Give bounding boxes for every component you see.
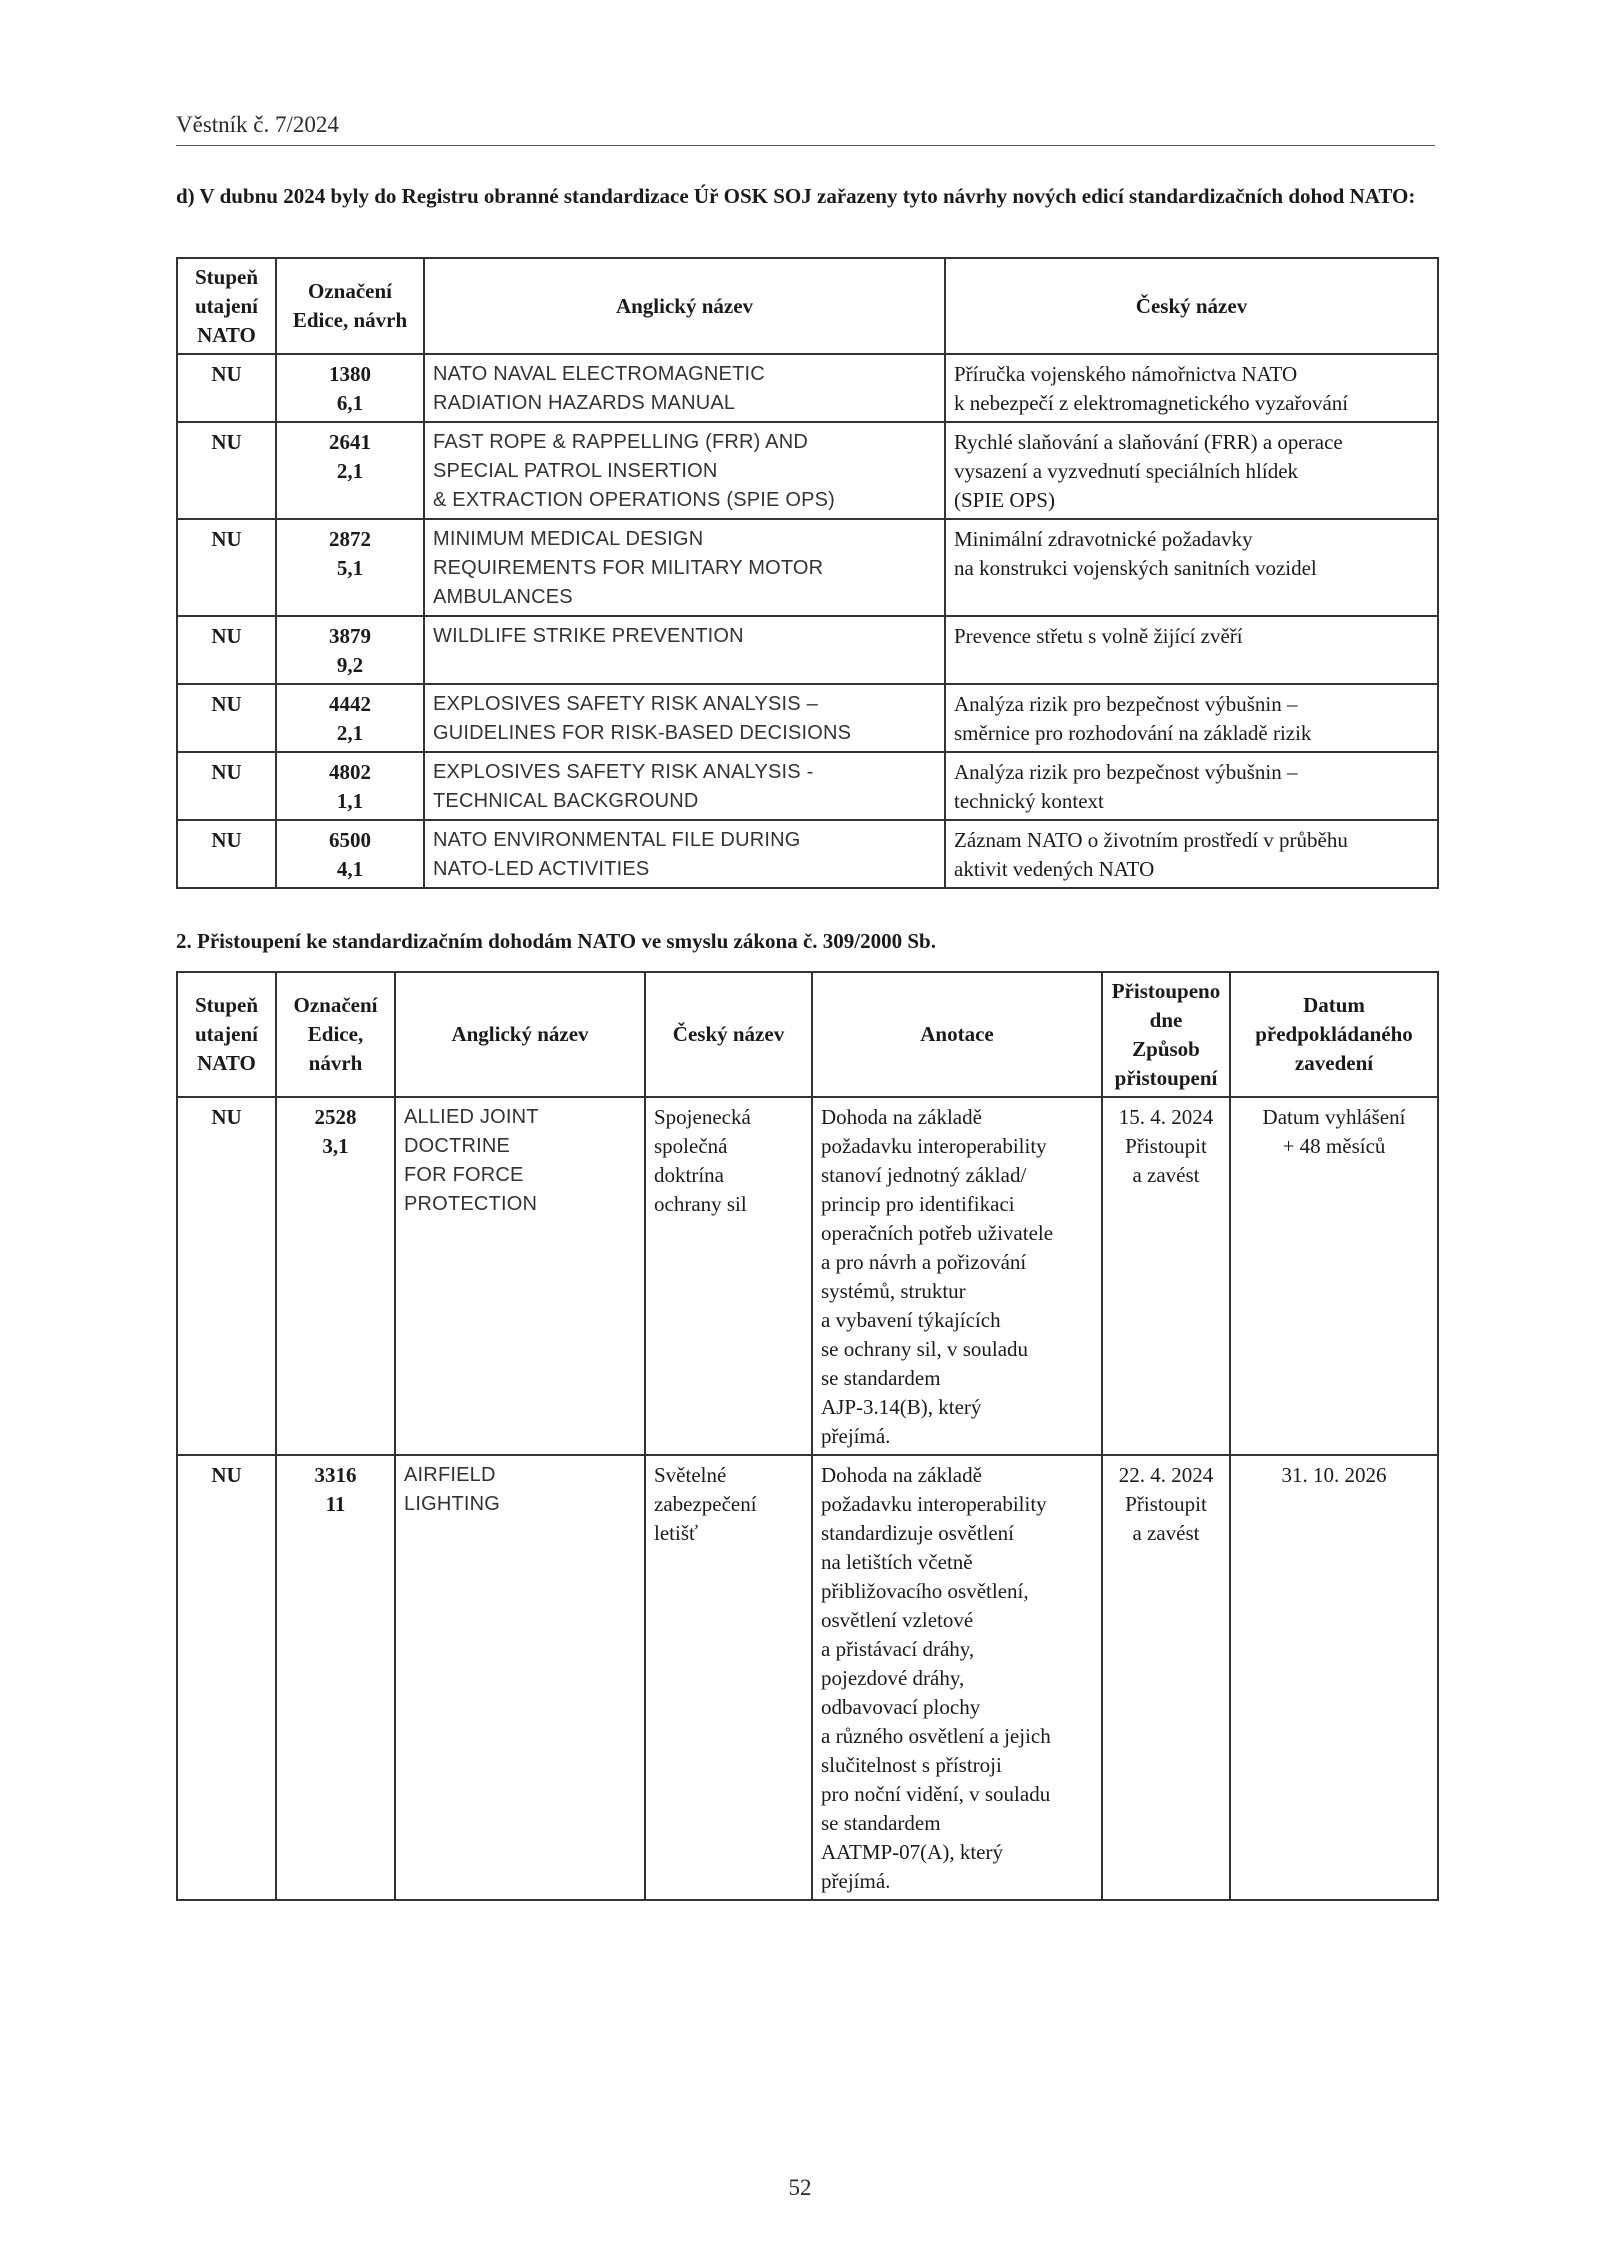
cell-czech-title: Rychlé slaňování a slaňování (FRR) a operace vysazení a vyzvednutí speciálních hlídek (SPIE OPS) bbox=[945, 422, 1438, 519]
cell-accession: 22. 4. 2024 Přistoupit a zavést bbox=[1102, 1455, 1230, 1900]
table-row bbox=[177, 684, 1438, 752]
cell-implementation-date: 31. 10. 2026 bbox=[1230, 1455, 1438, 1900]
cell-classification: NU bbox=[177, 1097, 276, 1455]
cell-czech-title: Analýza rizik pro bezpečnost výbušnin – technický kontext bbox=[945, 752, 1438, 820]
table-header-row bbox=[177, 972, 1438, 1097]
header-divider bbox=[176, 145, 1435, 146]
cell-designation: 4802 1,1 bbox=[276, 752, 424, 820]
table-header-row bbox=[177, 258, 1438, 354]
cell-czech-title: Prevence střetu s volně žijící zvěří bbox=[945, 616, 1438, 684]
cell-classification: NU bbox=[177, 820, 276, 888]
cell-classification: NU bbox=[177, 519, 276, 616]
cell-designation: 2641 2,1 bbox=[276, 422, 424, 519]
cell-designation: 4442 2,1 bbox=[276, 684, 424, 752]
cell-designation: 2872 5,1 bbox=[276, 519, 424, 616]
cell-english-title: NATO NAVAL ELECTROMAGNETIC RADIATION HAZARDS MANUAL bbox=[424, 354, 945, 422]
section-2-table bbox=[176, 971, 1439, 1901]
column-header-implementation-date: Datum předpokládaného zavedení bbox=[1230, 972, 1438, 1097]
cell-czech-title: Spojenecká společná doktrína ochrany sil bbox=[645, 1097, 812, 1455]
cell-classification: NU bbox=[177, 354, 276, 422]
cell-czech-title: Záznam NATO o životním prostředí v průběhu aktivit vedených NATO bbox=[945, 820, 1438, 888]
cell-annotation: Dohoda na základě požadavku interoperability standardizuje osvětlení na letištích včetně přibližovacího osvětlení, osvětlení vzletové a přistávací dráhy, pojezdové dráhy, odbavovací plochy a různého osvětlení a jejich slučitelnost s přístroji pro noční vidění, v souladu se standardem AATMP-07(A), který přejímá. bbox=[812, 1455, 1102, 1900]
table-row bbox=[177, 354, 1438, 422]
section-d-heading: d) V dubnu 2024 byly do Registru obranné standardizace Úř OSK SOJ zařazeny tyto návrhy nových edicí standardizačních dohod NATO: bbox=[176, 184, 1416, 208]
cell-czech-title: Minimální zdravotnické požadavky na konstrukci vojenských sanitních vozidel bbox=[945, 519, 1438, 616]
section-2-heading: 2. Přistoupení ke standardizačním dohodám NATO ve smyslu zákona č. 309/2000 Sb. bbox=[176, 929, 936, 953]
table-row bbox=[177, 422, 1438, 519]
cell-classification: NU bbox=[177, 1455, 276, 1900]
cell-classification: NU bbox=[177, 684, 276, 752]
column-header-designation: Označení Edice, návrh bbox=[276, 258, 424, 354]
column-header-accession: Přistoupeno dne Způsob přistoupení bbox=[1102, 972, 1230, 1097]
column-header-designation: Označení Edice, návrh bbox=[276, 972, 395, 1097]
cell-designation: 3316 11 bbox=[276, 1455, 395, 1900]
cell-classification: NU bbox=[177, 616, 276, 684]
cell-designation: 3879 9,2 bbox=[276, 616, 424, 684]
cell-english-title: NATO ENVIRONMENTAL FILE DURING NATO-LED ACTIVITIES bbox=[424, 820, 945, 888]
column-header-english-title: Anglický název bbox=[395, 972, 645, 1097]
cell-english-title: EXPLOSIVES SAFETY RISK ANALYSIS – GUIDELINES FOR RISK-BASED DECISIONS bbox=[424, 684, 945, 752]
cell-designation: 1380 6,1 bbox=[276, 354, 424, 422]
column-header-classification: Stupeň utajení NATO bbox=[177, 258, 276, 354]
table-row bbox=[177, 1097, 1438, 1455]
section-d-table bbox=[176, 257, 1439, 889]
table-row bbox=[177, 519, 1438, 616]
cell-czech-title: Analýza rizik pro bezpečnost výbušnin – směrnice pro rozhodování na základě rizik bbox=[945, 684, 1438, 752]
cell-designation: 6500 4,1 bbox=[276, 820, 424, 888]
cell-accession: 15. 4. 2024 Přistoupit a zavést bbox=[1102, 1097, 1230, 1455]
cell-english-title: MINIMUM MEDICAL DESIGN REQUIREMENTS FOR MILITARY MOTOR AMBULANCES bbox=[424, 519, 945, 616]
table-row bbox=[177, 752, 1438, 820]
cell-english-title: EXPLOSIVES SAFETY RISK ANALYSIS - TECHNICAL BACKGROUND bbox=[424, 752, 945, 820]
cell-designation: 2528 3,1 bbox=[276, 1097, 395, 1455]
cell-classification: NU bbox=[177, 752, 276, 820]
cell-classification: NU bbox=[177, 422, 276, 519]
cell-english-title: ALLIED JOINT DOCTRINE FOR FORCE PROTECTION bbox=[395, 1097, 645, 1455]
cell-english-title: WILDLIFE STRIKE PREVENTION bbox=[424, 616, 945, 684]
table-row bbox=[177, 820, 1438, 888]
cell-annotation: Dohoda na základě požadavku interoperability stanoví jednotný základ/ princip pro identifikaci operačních potřeb uživatele a pro návrh a pořizování systémů, struktur a vybavení týkajících se ochrany sil, v souladu se standardem AJP-3.14(B), který přejímá. bbox=[812, 1097, 1102, 1455]
cell-czech-title: Světelné zabezpečení letišť bbox=[645, 1455, 812, 1900]
column-header-annotation: Anotace bbox=[812, 972, 1102, 1097]
table-row bbox=[177, 616, 1438, 684]
table-row bbox=[177, 1455, 1438, 1900]
document-header-title: Věstník č. 7/2024 bbox=[176, 112, 339, 137]
cell-english-title: FAST ROPE & RAPPELLING (FRR) AND SPECIAL PATROL INSERTION & EXTRACTION OPERATIONS (SPIE OPS) bbox=[424, 422, 945, 519]
column-header-classification: Stupeň utajení NATO bbox=[177, 972, 276, 1097]
cell-implementation-date: Datum vyhlášení + 48 měsíců bbox=[1230, 1097, 1438, 1455]
column-header-czech-title: Český název bbox=[645, 972, 812, 1097]
column-header-english-title: Anglický název bbox=[424, 258, 945, 354]
page-number: 52 bbox=[788, 2175, 812, 2200]
cell-english-title: AIRFIELD LIGHTING bbox=[395, 1455, 645, 1900]
cell-czech-title: Příručka vojenského námořnictva NATO k nebezpečí z elektromagnetického vyzařování bbox=[945, 354, 1438, 422]
column-header-czech-title: Český název bbox=[945, 258, 1438, 354]
